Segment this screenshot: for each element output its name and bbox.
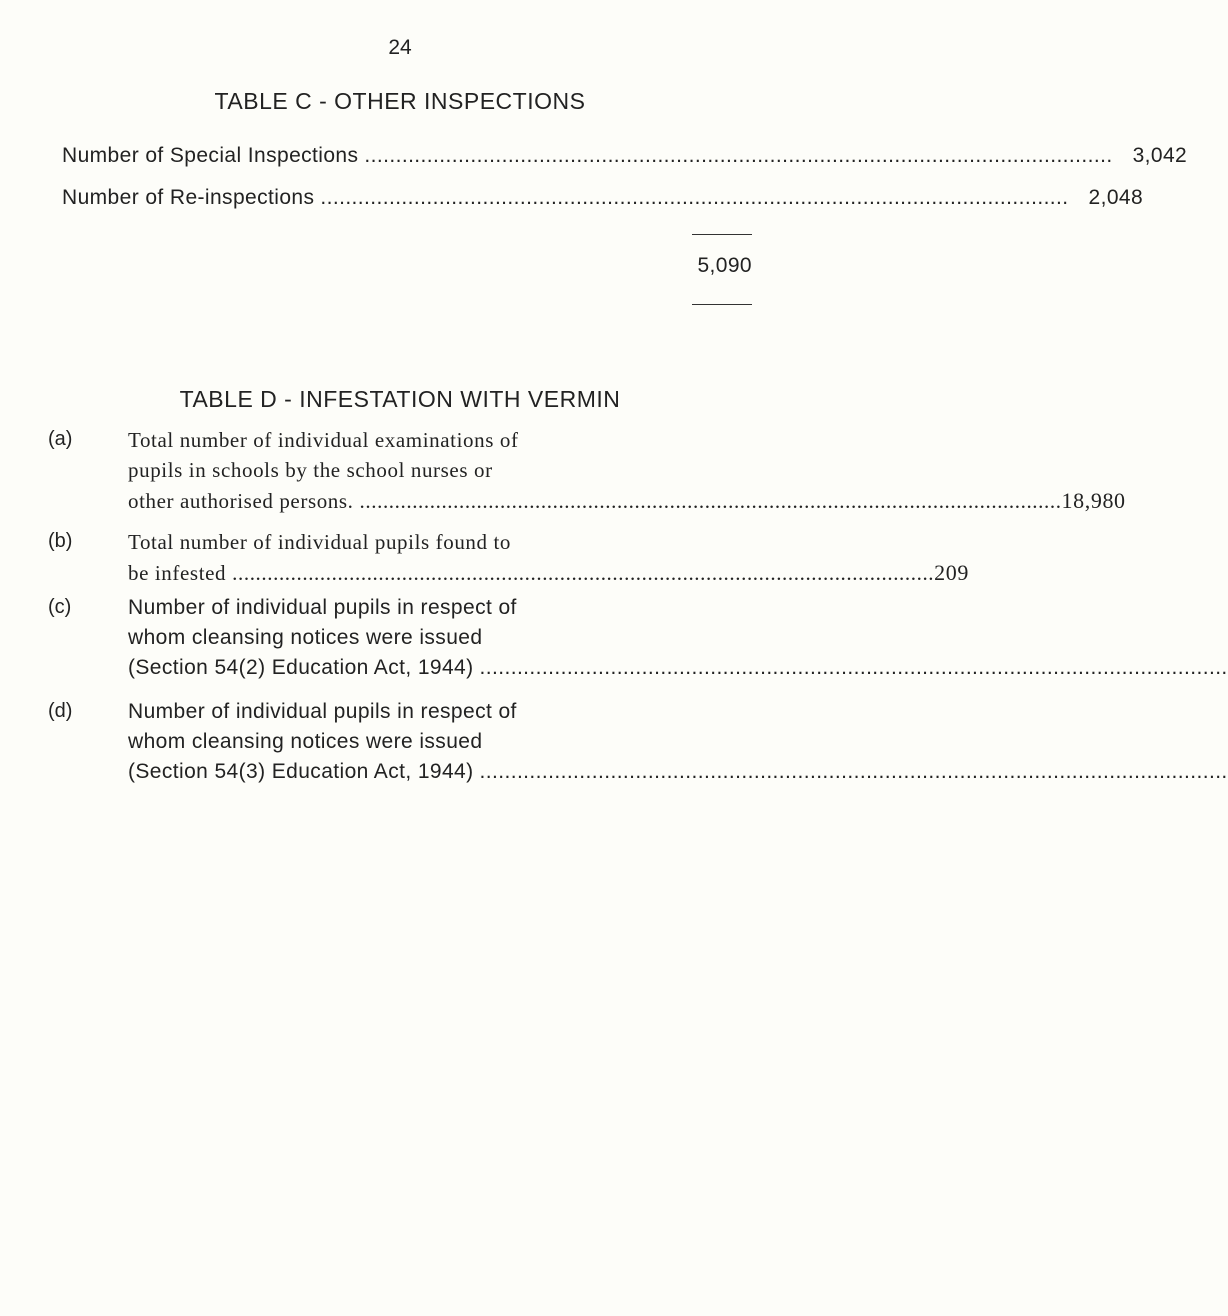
item-line: Total number of individual examinations of [128,428,519,452]
item-letter: (b) [48,530,73,552]
page-number: 24 [388,36,412,59]
item-line: Total number of individual pupils found to [128,530,512,554]
leader-dots: ........................................................................................................................ [479,656,1228,679]
table-d-title: TABLE D - INFESTATION WITH VERMIN [179,386,621,412]
total-rule-bottom [692,304,752,305]
row-label: Number of Special Inspections [62,144,359,167]
row-value: 3,042 [1132,144,1188,167]
row-label: Number of Re-inspections [62,186,315,209]
item-letter: (c) [48,596,72,618]
item-line: whom cleansing notices were issued [128,626,483,649]
table-c-title: TABLE C - OTHER INSPECTIONS [214,88,586,114]
item-line: Number of individual pupils in respect of [128,596,517,619]
item-line: other authorised persons. ........................................................................................................................ 18,980 [128,488,1126,513]
leader-dots: ........................................................................................................................ [320,186,1069,209]
item-line: (Section 54(2) Education Act, 1944) ........................................................................................................................ [128,656,1228,679]
item-line: (Section 54(3) Education Act, 1944) ........................................................................................................................ [128,760,1228,783]
table-row [62,144,1188,174]
item-line: whom cleansing notices were issued [128,730,483,753]
item-letter: (a) [48,428,73,450]
item-value: 209 [934,560,969,585]
item-letter: (d) [48,700,73,722]
table-row [62,186,1144,216]
leader-dots: ........................................................................................................................ [479,760,1228,783]
item-value: 18,980 [1061,488,1126,513]
leader-dots: ........................................................................................................................ [232,561,935,585]
item-line: be infested ........................................................................................................................ 209 [128,560,969,585]
item-line: Number of individual pupils in respect of [128,700,517,723]
total-rule-top [692,234,752,235]
item-line: pupils in schools by the school nurses or [128,458,493,482]
leader-dots: ........................................................................................................................ [359,489,1062,513]
leader-dots: ........................................................................................................................ [364,144,1113,167]
row-value: 2,048 [1088,186,1144,209]
table-c-total: 5,090 [697,254,752,277]
